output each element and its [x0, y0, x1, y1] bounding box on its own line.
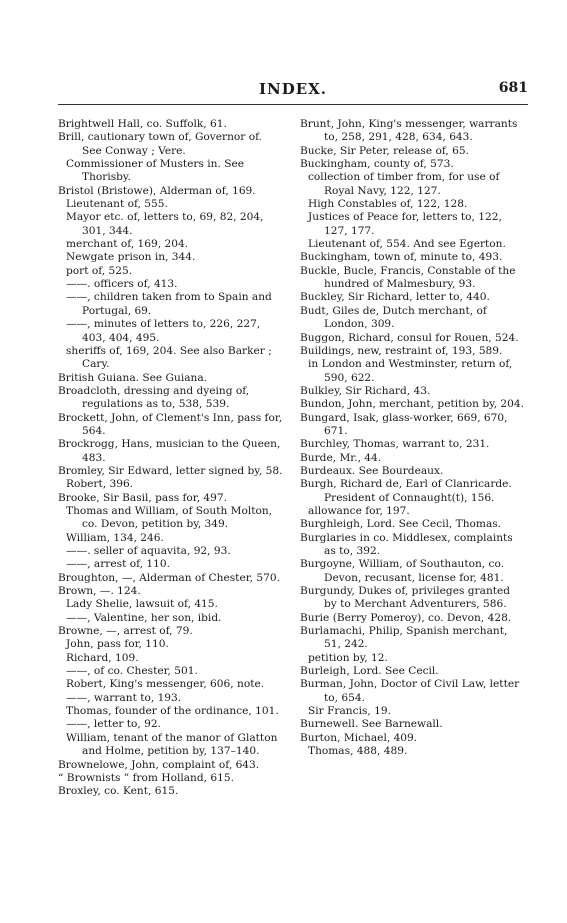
index-subentry: High Constables of, 122, 128. [308, 198, 468, 211]
index-subentry: Lieutenant of, 554. And see Egerton. [308, 238, 506, 251]
page-title: INDEX. [258, 80, 328, 98]
index-entry: Brockrogg, Hans, musician to the Queen, 483. [58, 438, 281, 464]
index-subentry: in London and Westminster, return of, 590, 622. [308, 358, 513, 384]
index-entry: British Guiana. See Guiana. [58, 371, 208, 384]
index-subentry: ——, arrest of, 110. [66, 558, 170, 571]
index-entry: Brightwell Hall, co. Suffolk, 61. [58, 118, 227, 130]
index-subentry: William, 134, 246. [66, 531, 164, 544]
index-subentry: Justices of Peace for, letters to, 122, 127, 177. [308, 211, 502, 237]
index-subentry: Lieutenant of, 555. [66, 198, 168, 211]
index-entry: Bundon, John, merchant, petition by, 204. [300, 398, 525, 411]
index-subentry: Robert, 396. [66, 478, 134, 491]
index-entry: “ Brownists ” from Holland, 615. [58, 771, 234, 784]
index-entry: Burdeaux. See Bourdeaux. [300, 464, 444, 477]
index-entry: Bromley, Sir Edward, letter signed by, 58. [58, 464, 283, 477]
index-subentry: merchant of, 169, 204. [66, 238, 189, 251]
index-entry: Burgundy, Dukes of, privileges granted by to Merchant Adventurers, 586. [300, 585, 511, 611]
index-entry: Browne, —, arrest of, 79. [58, 625, 193, 638]
index-subentry: Commissioner of Musters in. See Thorisby. [66, 158, 245, 184]
index-subentry: Newgate prison in, 344. [66, 251, 196, 264]
index-subentry: Robert, King's messenger, 606, note. [66, 678, 265, 691]
index-entry: Brunt, John, King's messenger, warrants to, 258, 291, 428, 634, 643. [300, 118, 518, 144]
index-entry: Bristol (Bristowe), Alderman of, 169. [58, 184, 256, 197]
left-column [58, 118, 284, 799]
index-subentry: collection of timber from, for use of Royal Navy, 122, 127. [308, 171, 500, 197]
index-subentry: ——. seller of aquavita, 92, 93. [66, 545, 231, 557]
index-subentry: Lady Shelie, lawsuit of, 415. [66, 598, 218, 611]
index-subentry: port of, 525. [66, 264, 133, 277]
index-entry: Burlamachi, Philip, Spanish merchant, 51, 242. [300, 625, 508, 651]
index-entry: Buckle, Bucle, Francis, Constable of the hundred of Malmesbury, 93. [300, 264, 516, 291]
index-subentry: Sir Francis, 19. [308, 705, 391, 718]
index-entry: Bucke, Sir Peter, release of, 65. [300, 144, 470, 157]
index-entry: Burman, John, Doctor of Civil Law, letter to, 654. [300, 678, 520, 704]
index-subentry: Mayor etc. of, letters to, 69, 82, 204, 301, 344. [66, 211, 264, 237]
page-header [58, 80, 528, 104]
index-subentry: Thomas, 488, 489. [308, 745, 408, 758]
index-entry: Burton, Michael, 409. [300, 731, 418, 744]
index-entry: Brill, cautionary town of, Governor of. See Conway ; Vere. [58, 131, 263, 157]
index-entry: Buckley, Sir Richard, letter to, 440. [300, 291, 490, 304]
index-entry: Brooke, Sir Basil, pass for, 497. [58, 491, 228, 504]
index-entry: Burchley, Thomas, warrant to, 231. [300, 438, 490, 451]
index-subentry: ——, minutes of letters to, 226, 227, 403, 404, 495. [66, 318, 261, 344]
index-subentry: William, tenant of the manor of Glatton and Holme, petition by, 137–140. [66, 731, 278, 758]
index-entry: Broadcloth, dressing and dyeing of, regulations as to, 538, 539. [58, 384, 250, 411]
index-entry: Burnewell. See Barnewall. [300, 718, 443, 731]
index-entry: Broughton, —, Alderman of Chester, 570. [58, 571, 280, 584]
index-entry: Burie (Berry Pomeroy), co. Devon, 428. [300, 611, 512, 624]
index-entry: Buckingham, town of, minute to, 493. [300, 251, 503, 264]
index-subentry: petition by, 12. [308, 651, 388, 664]
page-number: 681 [498, 80, 528, 96]
index-entry: Buildings, new, restraint of, 193, 589. [300, 344, 503, 357]
index-entry: Buckingham, county of, 573. [300, 158, 454, 171]
index-subentry: allowance for, 197. [308, 504, 410, 517]
index-entry: Brownelowe, John, complaint of, 643. [58, 758, 260, 771]
right-column [300, 118, 526, 759]
index-subentry: John, pass for, 110. [66, 638, 169, 651]
header-rule [58, 104, 528, 105]
index-subentry: Thomas and William, of South Molton, co. Devon, petition by, 349. [66, 504, 273, 531]
index-subentry: sheriffs of, 169, 204. See also Barker ; Cary. [66, 344, 272, 371]
index-subentry: ——, children taken from to Spain and Portugal, 69. [66, 291, 272, 317]
index-subentry: ——. officers of, 413. [66, 278, 178, 291]
index-subentry: ——, letter to, 92. [66, 718, 162, 731]
index-entry: Bulkley, Sir Richard, 43. [300, 384, 431, 397]
index-entry: Budt, Giles de, Dutch merchant, of London, 309. [300, 304, 487, 331]
index-subentry: ——, of co. Chester, 501. [66, 665, 198, 678]
index-subentry: Thomas, founder of the ordinance, 101. [66, 705, 279, 718]
index-entry: Broxley, co. Kent, 615. [58, 785, 179, 798]
index-entry: Burglaries in co. Middlesex, complaints as to, 392. [300, 531, 513, 557]
index-entry: Bungard, Isak, glass-worker, 669, 670, 671. [300, 411, 508, 437]
index-entry: Buggon, Richard, consul for Rouen, 524. [300, 331, 519, 344]
index-subentry: ——, Valentine, her son, ibid. [66, 611, 222, 624]
index-subentry: ——, warrant to, 193. [66, 691, 182, 704]
index-entry: Burgoyne, William, of Southauton, co. Devon, recusant, license for, 481. [300, 558, 505, 584]
index-subentry: Richard, 109. [66, 651, 139, 664]
index-entry: Burde, Mr., 44. [300, 451, 382, 464]
index-entry: Burghleigh, Lord. See Cecil, Thomas. [300, 518, 502, 531]
index-entry: Burgh, Richard de, Earl of Clanricarde. President of Connaught(t), 156. [300, 478, 512, 504]
index-entry: Brown, —. 124. [58, 585, 141, 598]
index-entry: Burleigh, Lord. See Cecil. [300, 665, 439, 678]
index-entry: Brockett, John, of Clement's Inn, pass for, 564. [58, 411, 283, 437]
